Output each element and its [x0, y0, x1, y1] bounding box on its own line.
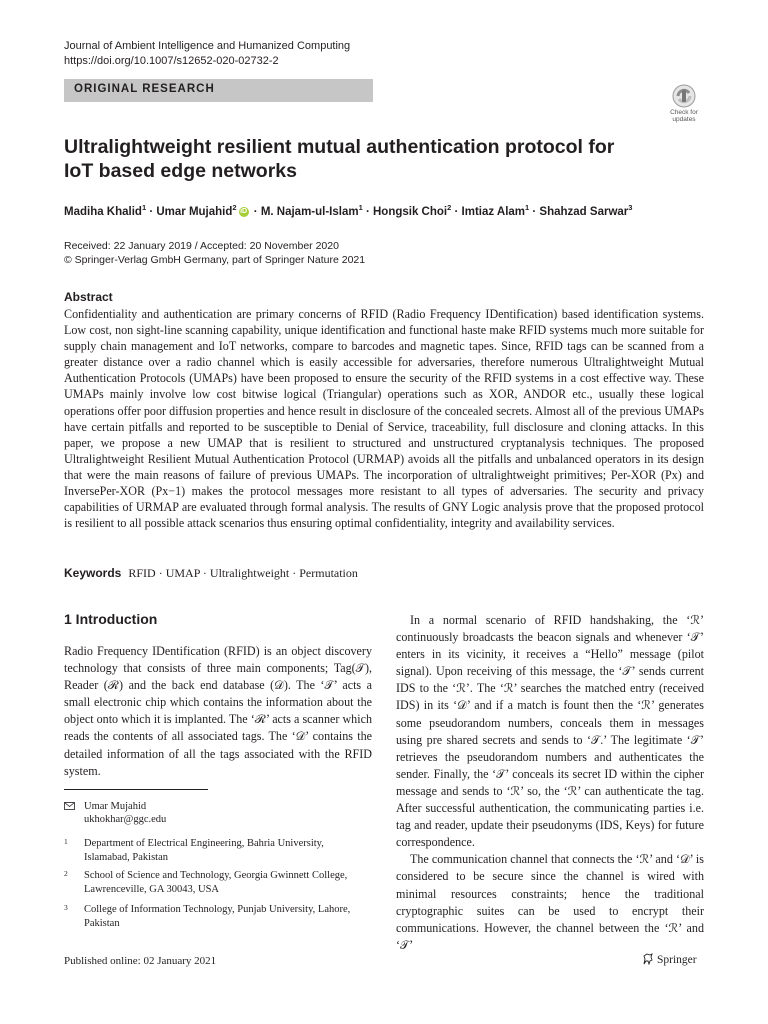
- copyright-notice: © Springer-Verlag GmbH Germany, part of Springer Nature 2021: [64, 254, 366, 266]
- affiliation-text: Department of Electrical Engineering, Bahria University, Islamabad, Pakistan: [84, 838, 324, 863]
- affiliation-item: [64, 837, 372, 864]
- author-affiliation: 2: [447, 203, 452, 212]
- affiliation-text: School of Science and Technology, Georgia Gwinnett College, Lawrenceville, GA 30043, USA: [84, 870, 348, 895]
- author-name[interactable]: Madiha Khalid: [64, 205, 142, 218]
- author-name[interactable]: Hongsik Choi: [373, 205, 448, 218]
- author-name[interactable]: Shahzad Sarwar: [539, 205, 629, 218]
- body-paragraph: The communication channel that connects the ‘ℛ’ and ‘𝒟’ is considered to be secure since the channel is wired with minimal resources constraints; hence the traditional cryptographic suites can be used to encrypt their communications. However, the channel between the ‘ℛ’ and ‘𝒯’: [396, 852, 704, 952]
- corresponding-author-name: Umar Mujahid: [84, 801, 147, 812]
- affiliation-number: 2: [64, 869, 68, 878]
- keywords-list: RFID · UMAP · Ultralightweight · Permutation: [128, 566, 358, 580]
- affiliation-item: [64, 869, 372, 896]
- check-for-updates-badge[interactable]: [664, 84, 704, 124]
- envelope-icon: [64, 802, 75, 810]
- author-name[interactable]: Umar Mujahid: [156, 205, 233, 218]
- affiliation-number: 3: [64, 903, 68, 912]
- author-affiliation: 1: [358, 203, 363, 212]
- affiliation-item: [64, 903, 372, 930]
- check-updates-icon: [672, 84, 696, 108]
- footnote-divider: [64, 789, 208, 790]
- right-column: [396, 612, 704, 954]
- keywords-row: [64, 566, 358, 581]
- doi-link[interactable]: https://doi.org/10.1007/s12652-020-02732-2: [64, 55, 279, 67]
- author-name[interactable]: M. Najam-ul-Islam: [260, 205, 359, 218]
- abstract-heading: Abstract: [64, 290, 113, 304]
- section-heading-introduction: 1 Introduction: [64, 611, 158, 627]
- paper-title: Ultralightweight resilient mutual authentication protocol for IoT based edge networks: [64, 136, 615, 182]
- corresponding-author: [64, 800, 372, 826]
- journal-name: Journal of Ambient Intelligence and Humanized Computing: [64, 40, 351, 52]
- keywords-label: Keywords: [64, 566, 122, 580]
- published-date: Published online: 02 January 2021: [64, 955, 217, 967]
- corresponding-author-email[interactable]: ukhokhar@ggc.edu: [84, 814, 167, 825]
- author-list: Madiha Khalid$^1$ · Umar Mujahid$^2$ iD · M. Najam-ul-Islam$^1$ · Hongsik Choi$^2$ · Imtiaz Alam$^1$ · Shahzad Sarwar$^3$: [64, 203, 633, 218]
- affiliation-text: College of Information Technology, Punjab University, Lahore, Pakistan: [84, 904, 351, 929]
- section-label: ORIGINAL RESEARCH: [74, 83, 215, 95]
- intro-paragraph: Radio Frequency IDentification (RFID) is an object discovery technology that consists of three main components; Tag(𝒯), Reader (ℛ) and the back end database (𝒟). The ‘𝒯’ acts a small electronic chip which contains the information about the object onto which it is implanted. The ‘ℛ’ acts a scanner which reads the contents of all associated tags. The ‘𝒟’ contains the detailed information of all the tags associated with the RFID system.: [64, 644, 372, 778]
- publisher-logo: [642, 953, 697, 966]
- body-paragraph: In a normal scenario of RFID handshaking, the ‘ℛ’ continuously broadcasts the beacon signals and whenever ‘𝒯’ enters in its vicinity, it receives a “Hello” message (pilot signal). Upon receiving of this message, the ‘𝒯’ sends current IDS to the ‘ℛ’. The ‘ℛ’ searches the matched entry (received IDS) in its ‘𝒟’ and if a match is fount then the ‘ℛ’ generates some pseudorandom numbers, conceals them in messages using pre shared secrets and sends to ‘𝒯.’ The legitimate ‘𝒯’ retrieves the pseudorandom numbers and authenticates the sender. Finally, the ‘𝒯’ conceals its secret ID within the cipher message and sends to ‘ℛ’ so, the ‘ℛ’ can authenticate the tag. After successful authentication, the communicating parties i.e. tag and reader, update their pseudonyms (IDS, Keys) for future correspondence.: [396, 613, 704, 850]
- publisher-name: Springer: [657, 954, 697, 966]
- author-affiliation: 1: [525, 203, 530, 212]
- received-dates: Received: 22 January 2019 / Accepted: 20 November 2020: [64, 240, 339, 252]
- orcid-icon[interactable]: iD: [240, 207, 248, 215]
- section-banner: [64, 79, 373, 102]
- author-affiliation: 3: [628, 203, 633, 212]
- springer-horse-icon: [642, 953, 654, 965]
- affiliation-number: 1: [64, 837, 68, 846]
- author-name[interactable]: Imtiaz Alam: [461, 205, 526, 218]
- author-affiliation: 1: [141, 203, 147, 212]
- abstract-paragraph: Confidentiality and authentication are primary concerns of RFID (Radio Frequency IDentification) based identification systems. Low cost, non sight-line scanning capability, unique identification and functional haste make RFID systems much more suitable for supply chain management and IoT networks, compare to barcodes and magnetic tapes. Since, RFID tags can be scanned from a greater distance over a radio channel which is easily accessible for adversaries, therefore numerous Ultralightweight Mutual Authentication Protocols (UMAPs) have been proposed to ensure the security of the RFID systems in a cost effective way. These UMAPs mainly involve low cost bitwise logical (Triangular) operations such as XOR, ANDOR etc., usually these logical operations offer poor diffusion properties and hence result in disclosure of the concealed secrets. Almost all of the previous UMAPs have certain pitfalls and reported to be susceptible to Denial of Service, traceability, full disclosure and cloning attacks. In this paper, we propose a new UMAP that is resilient to structured and unstructured cryptanalysis techniques. The proposed Ultralightweight Resilient Mutual Authentication Protocol (URMAP) avoids all the pitfalls and unbalanced operators in its design that were the main reasons of failure of previous UMAPs. The incorporation of ultralightweight primitives; Per-XOR (Px) and InversePer-XOR (Px−1) makes the protocol messages more resistant to all types of adversaries. The security and privacy capabilities of URMAP are evaluated through formal analysis. The results of GNY Logic analysis prove that the proposed protocol is resilient to all possible attack scenarios thus ensuring optimal confidentiality, integrity and availability services.: [64, 307, 704, 531]
- author-affiliation: 2: [232, 203, 237, 212]
- abstract-text: [64, 306, 704, 531]
- check-updates-label: Check for updates: [670, 109, 698, 123]
